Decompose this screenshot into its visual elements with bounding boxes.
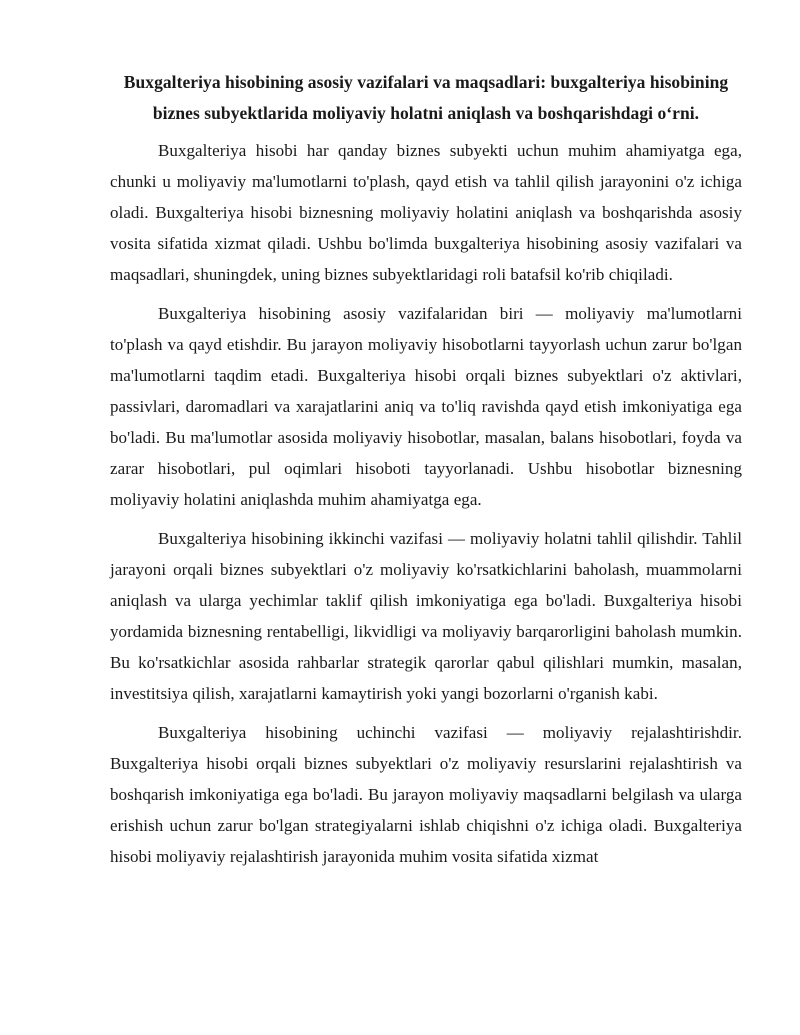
document-title: Buxgalteriya hisobining asosiy vazifalari va maqsadlari: buxgalteriya hisobining biznes subyektlarida moliyaviy holatni aniqlash va boshqarishdagi o‘rni.: [123, 72, 729, 123]
paragraph-3: Buxgalteriya hisobining ikkinchi vazifasi — moliyaviy holatni tahlil qilishdir. Tahlil jarayoni orqali biznes subyektlari o'z moliyaviy ko'rsatkichlarini baholash, muammolarni aniqlash va ularga yechimlar taklif qilish imkoniyatiga ega bo'ladi. Buxgalteriya hisobi yordamida biznesning rentabelligi, likvidligi va moliyaviy barqarorligini baholash mumkin. Bu ko'rsatkichlar asosida rahbarlar strategik qarorlar qabul qilishlari mumkin, masalan, investitsiya qilish, xarajatlarni kamaytirish yoki yangi bozorlarni o'rganish kabi.: [110, 529, 742, 703]
paragraph-4: Buxgalteriya hisobining uchinchi vazifasi — moliyaviy rejalashtirishdir. Buxgalteriya hisobi orqali biznes subyektlari o'z moliyaviy resurslarini rejalashtirish va boshqarish imkoniyatiga ega bo'ladi. Bu jarayon moliyaviy maqsadlarni belgilash va ularga erishish uchun zarur bo'lgan strategiyalarni ishlab chiqishni o'z ichiga oladi. Buxgalteriya hisobi moliyaviy rejalashtirish jarayonida muhim vosita sifatida xizmat: [110, 723, 742, 866]
paragraph-2: Buxgalteriya hisobining asosiy vazifalaridan biri — moliyaviy ma'lumotlarni to'plash va qayd etishdir. Bu jarayon moliyaviy hisobotlarni tayyorlash uchun zarur bo'lgan ma'lumotlarni taqdim etadi. Buxgalteriya hisobi orqali biznes subyektlari o'z aktivlari, passivlari, daromadlari va xarajatlarini aniq va to'liq ravishda qayd etish imkoniyatiga ega bo'ladi. Bu ma'lumotlar asosida moliyaviy hisobotlar, masalan, balans hisobotlari, foyda va zarar hisobotlari, pul oqimlari hisoboti tayyorlanadi. Ushbu hisobotlar biznesning moliyaviy holatini aniqlashda muhim ahamiyatga ega.: [110, 304, 742, 509]
paragraph-1: Buxgalteriya hisobi har qanday biznes subyekti uchun muhim ahamiyatga ega, chunki u moliyaviy ma'lumotlarni to'plash, qayd etish va tahlil qilish jarayonini o'z ichiga oladi. Buxgalteriya hisobi biznesning moliyaviy holatini aniqlash va boshqarishda asosiy vosita sifatida xizmat qiladi. Ushbu bo'limda buxgalteriya hisobining asosiy vazifalari va maqsadlari, shuningdek, uning biznes subyektlaridagi roli batafsil ko'rib chiqiladi.: [110, 141, 742, 284]
